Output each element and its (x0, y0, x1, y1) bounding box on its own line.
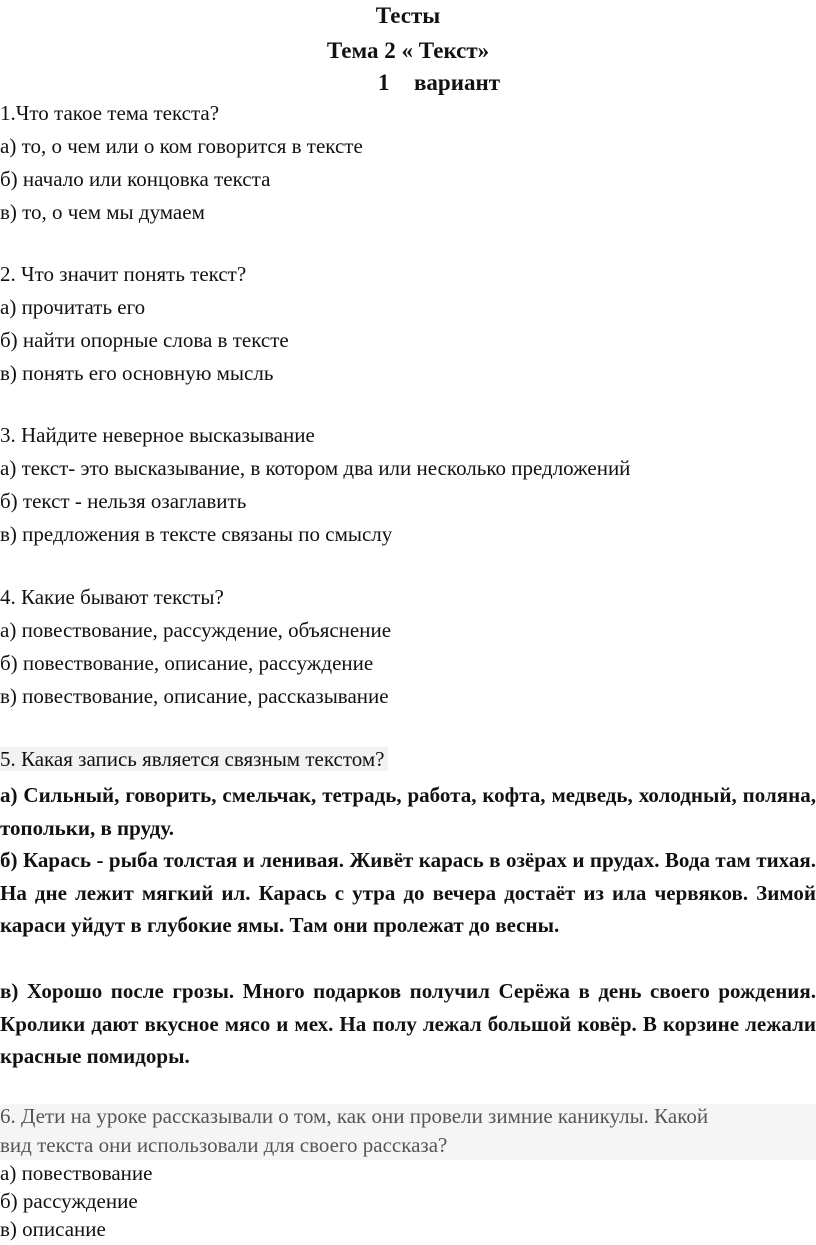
document-title: Тесты (375, 3, 441, 28)
question-6-line-1: 6. Дети на уроке рассказывали о том, как они провели зимние каникулы. Какой (0, 1104, 709, 1128)
question-6-option-a: а) повествование (0, 1161, 153, 1185)
question-5-option-b: б) Карась - рыба толстая и ленивая. Живёт карась в озёрах и прудах. Вода там тихая. На дне лежит мягкий ил. Карась с утра до вечера достаёт из ила червяков. Зимой караси уйдут в глубокие ямы. Там они пролежат до весны. (0, 848, 816, 938)
question-5-option-a: а) Сильный, говорить, смельчак, тетрадь, работа, кофта, медведь, холодный, поляна, топольки, в пруду. (0, 783, 816, 840)
question-5-text: 5. Какая запись является связным текстом? (0, 747, 388, 771)
question-6-line-2: вид текста они использовали для своего рассказа? (0, 1133, 448, 1157)
question-6-option-c: в) описание (0, 1217, 106, 1241)
question-1: 1.Что такое тема текста? (0, 101, 220, 125)
question-5-option-c: в) Хорошо после грозы. Много подарков получил Серёжа в день своего рождения. Кролики дают вкусное мясо и мех. На полу лежал большой ковёр. В корзине лежали красные помидоры. (0, 979, 816, 1069)
question-3: 3. Найдите неверное высказывание (0, 423, 315, 447)
question-6-option-b: б) рассуждение (0, 1189, 138, 1213)
question-1-option-c: в) то, о чем мы думаем (0, 200, 205, 224)
variant-title (378, 70, 500, 96)
question-3-option-b: б) текст - нельзя озаглавить (0, 489, 247, 513)
question-3-option-c: в) предложения в тексте связаны по смыслу (0, 522, 393, 546)
question-4-option-a: а) повествование, рассуждение, объяснение (0, 618, 392, 642)
question-1-option-a: а) то, о чем или о ком говорится в тексте (0, 134, 363, 158)
question-2-option-b: б) найти опорные слова в тексте (0, 328, 289, 352)
question-5 (0, 747, 388, 772)
question-4: 4. Какие бывают тексты? (0, 585, 224, 609)
question-4-option-c: в) повествование, описание, рассказывание (0, 684, 389, 708)
question-2: 2. Что значит понять текст? (0, 262, 247, 286)
question-2-option-c: в) понять его основную мысль (0, 361, 274, 385)
question-2-option-a: а) прочитать его (0, 295, 146, 319)
variant-label: вариант (414, 70, 501, 95)
question-4-option-b: б) повествование, описание, рассуждение (0, 651, 374, 675)
topic-title: Тема 2 « Текст» (326, 38, 490, 63)
variant-number: 1 (378, 70, 390, 95)
question-1-option-b: б) начало или концовка текста (0, 167, 271, 191)
question-3-option-a: а) текст- это высказывание, в котором два или несколько предложений (0, 456, 631, 480)
